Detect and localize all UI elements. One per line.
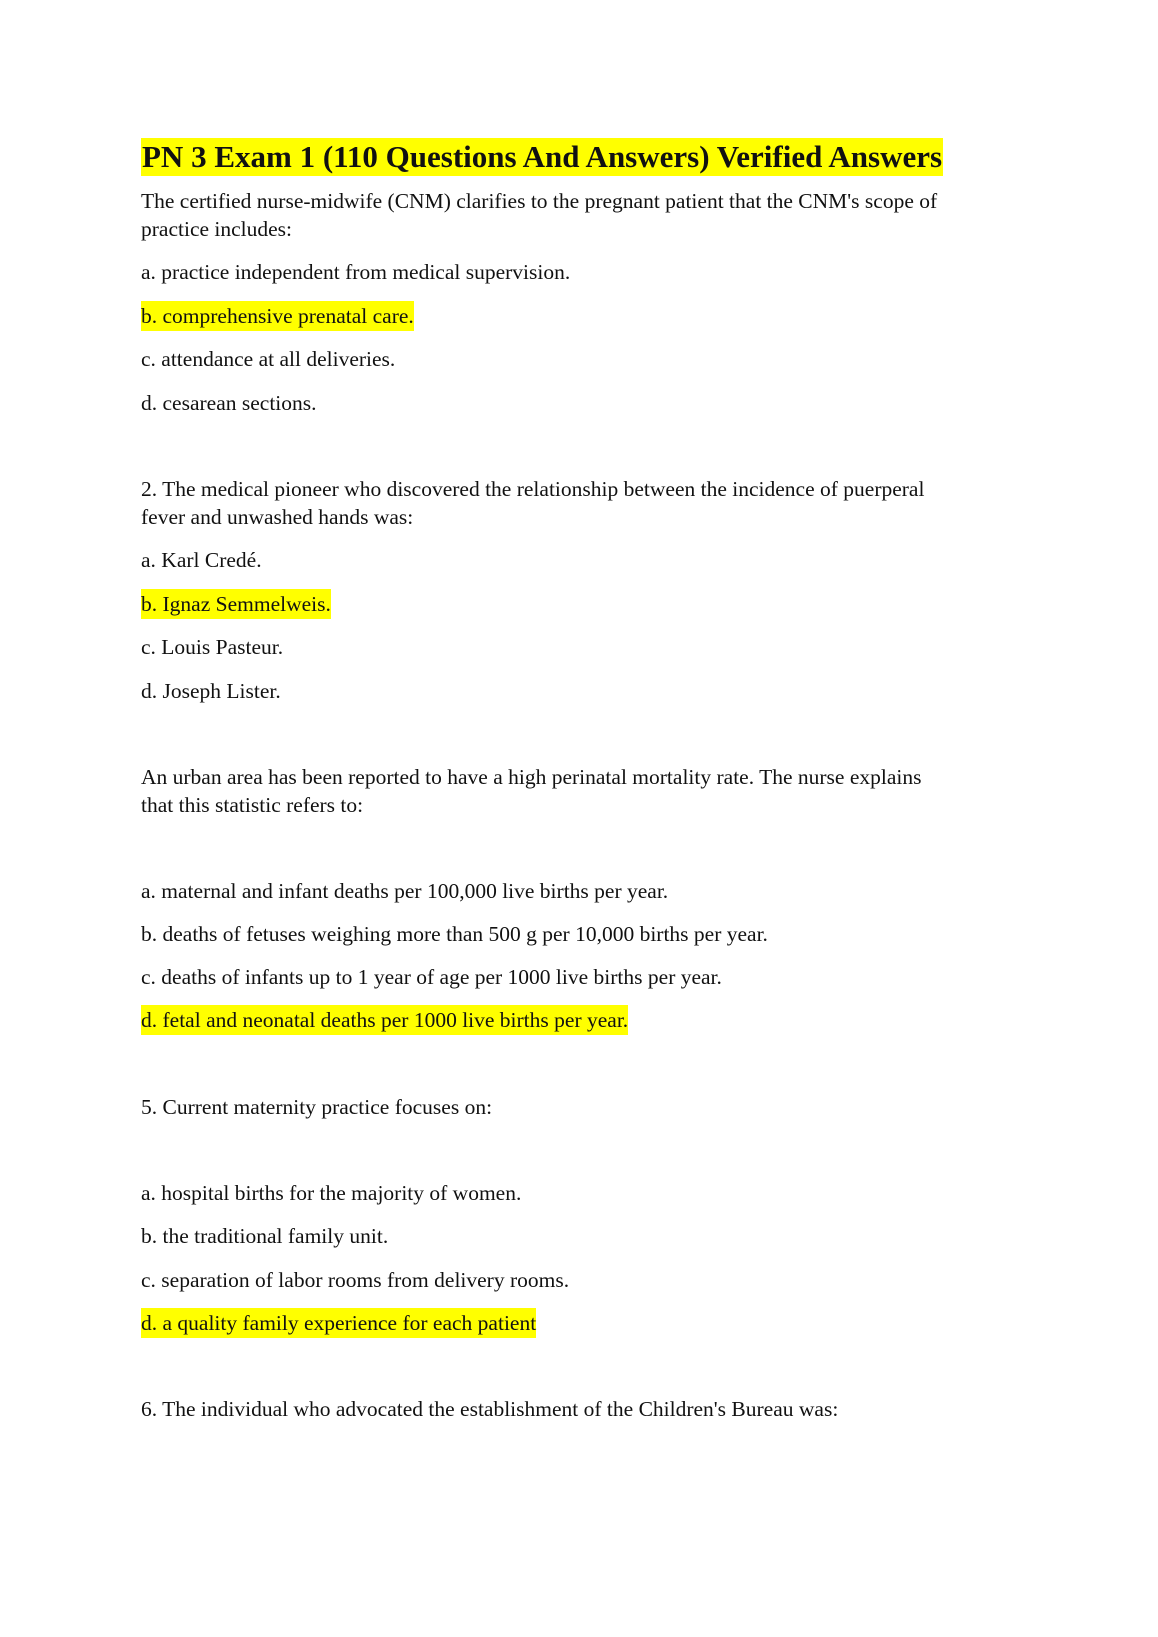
question-1-option-d: d. cesarean sections.	[141, 391, 317, 415]
question-2-stem-line-2: fever and unwashed hands was:	[141, 505, 414, 529]
question-3-option-a: a. maternal and infant deaths per 100,000 live births per year.	[141, 879, 669, 903]
question-2-option-b-correct-answer: b. Ignaz Semmelweis.	[141, 589, 331, 619]
question-3-stem-line-2: that this statistic refers to:	[141, 793, 364, 817]
question-5-option-d-correct-answer: d. a quality family experience for each patient	[141, 1308, 536, 1338]
question-2-stem-line-1: 2. The medical pioneer who discovered the relationship between the incidence of puerperal	[141, 477, 925, 501]
question-6-stem-line-1: 6. The individual who advocated the establishment of the Children's Bureau was:	[141, 1397, 839, 1421]
question-5-option-c: c. separation of labor rooms from delivery rooms.	[141, 1268, 570, 1292]
question-3-stem-line-1: An urban area has been reported to have a high perinatal mortality rate. The nurse explains	[141, 765, 922, 789]
question-2-option-c: c. Louis Pasteur.	[141, 635, 284, 659]
question-1-stem-line-2: practice includes:	[141, 217, 293, 241]
question-2-option-a: a. Karl Credé.	[141, 548, 262, 572]
question-3-option-b: b. deaths of fetuses weighing more than 500 g per 10,000 births per year.	[141, 922, 768, 946]
question-1-stem-line-1: The certified nurse-midwife (CNM) clarifies to the pregnant patient that the CNM's scope of	[141, 189, 938, 213]
question-5-option-b: b. the traditional family unit.	[141, 1224, 389, 1248]
question-2-option-d: d. Joseph Lister.	[141, 679, 281, 703]
document-title: PN 3 Exam 1 (110 Questions And Answers) Verified Answers	[142, 139, 943, 174]
question-1-option-b-correct-answer: b. comprehensive prenatal care.	[141, 301, 414, 331]
question-1-option-a: a. practice independent from medical supervision.	[141, 260, 571, 284]
question-5-stem-line-1: 5. Current maternity practice focuses on:	[141, 1095, 493, 1119]
question-3-option-c: c. deaths of infants up to 1 year of age per 1000 live births per year.	[141, 965, 722, 989]
question-3-option-d-correct-answer: d. fetal and neonatal deaths per 1000 live births per year.	[141, 1005, 628, 1035]
question-1-option-c: c. attendance at all deliveries.	[141, 347, 396, 371]
question-5-option-a: a. hospital births for the majority of women.	[141, 1181, 522, 1205]
